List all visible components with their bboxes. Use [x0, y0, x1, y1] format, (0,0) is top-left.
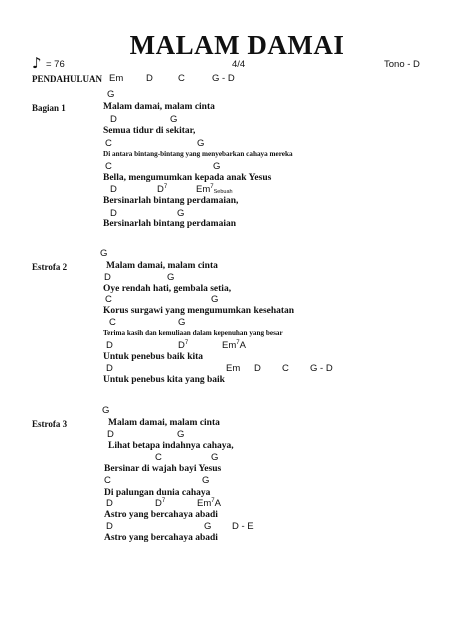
chord: G [197, 138, 205, 149]
chord: D [110, 184, 117, 195]
chord: D [104, 272, 111, 283]
eighth-note-icon: ♪ [32, 54, 42, 72]
song-title: MALAM DAMAI [129, 30, 345, 60]
lyric-line: Bersinarlah bintang perdamaian, [103, 196, 239, 206]
lyric-line: Terima kasih dan kemuliaan dalam kepenuhan yang besar [103, 329, 283, 337]
chord: G [170, 114, 178, 125]
chord: Em$^7$Sebuah [196, 184, 233, 195]
lyric-line: Bella, mengumumkan kepada anak Yesus [103, 173, 272, 183]
chord: G [177, 429, 185, 440]
chord: G [178, 317, 186, 328]
chord: D [106, 521, 113, 532]
lyric-line: Malam damai, malam cinta [106, 261, 218, 271]
chord: G [211, 294, 219, 305]
chord: G [202, 475, 210, 486]
chord: D [106, 498, 113, 509]
key-signature: Tono - D [384, 59, 420, 70]
chord: Em$^7$A [222, 340, 246, 351]
lyric-line: Di palungan dunia cahaya [104, 488, 211, 498]
lyric-line: Malam damai, malam cinta [108, 418, 220, 428]
lyric-line: Lihat betapa indahnya cahaya, [108, 441, 234, 451]
chord: G [213, 161, 221, 172]
chord: C [155, 452, 162, 463]
chord: D [254, 363, 261, 374]
chord: G - D [212, 73, 235, 84]
chord: $D^7$ [178, 340, 189, 351]
section-label: Bagian 1 [32, 103, 66, 113]
lyric-line: Bersinar di wajah bayi Yesus [104, 464, 222, 474]
lyric-line: Untuk penebus baik kita [103, 352, 204, 362]
chord: Em [109, 73, 124, 84]
chord: G [204, 521, 212, 532]
section-label: Estrofa 3 [32, 419, 68, 429]
chord: G [167, 272, 175, 283]
chord: C [178, 73, 185, 84]
time-signature: 4/4 [232, 59, 246, 70]
chord: Em [226, 363, 241, 374]
chord: D [106, 340, 113, 351]
chord: C [282, 363, 289, 374]
chord: G [102, 405, 110, 416]
chord: $D^7$ [157, 184, 168, 195]
intro-label: PENDAHULUAN [32, 74, 103, 84]
chord: D [107, 429, 114, 440]
chord: D [110, 208, 117, 219]
chord: C [105, 294, 112, 305]
lyric-line: Malam damai, malam cinta [103, 102, 215, 112]
chord: D [106, 363, 113, 374]
chord: D [110, 114, 117, 125]
lyric-line: Di antara bintang-bintang yang menyebarkan cahaya mereka [103, 150, 293, 158]
chord: G [107, 89, 115, 100]
chord: G - D [310, 363, 333, 374]
lyric-line: Oye rendah hati, gembala setia, [103, 284, 232, 294]
section-label: Estrofa 2 [32, 262, 68, 272]
lyric-line: Korus surgawi yang mengumumkan kesehatan [103, 306, 295, 316]
lyric-line: Astro yang bercahaya abadi [104, 510, 218, 520]
chord: C [104, 475, 111, 486]
chord: G [100, 248, 108, 259]
lyric-line: Astro yang bercahaya abadi [104, 533, 218, 543]
chord: G [177, 208, 185, 219]
chord: D - E [232, 521, 254, 532]
chord: C [105, 138, 112, 149]
lyric-line: Semua tidur di sekitar, [103, 126, 196, 136]
chord: Em$^7$A [197, 498, 221, 509]
lyric-line: Bersinarlah bintang perdamaian [103, 219, 237, 229]
chord: G [211, 452, 219, 463]
chord: D [146, 73, 153, 84]
tempo: = 76 [46, 59, 65, 70]
chord: $D^7$ [155, 498, 166, 509]
chord: C [105, 161, 112, 172]
lyric-line: Untuk penebus kita yang baik [103, 375, 225, 385]
chord: C [109, 317, 116, 328]
